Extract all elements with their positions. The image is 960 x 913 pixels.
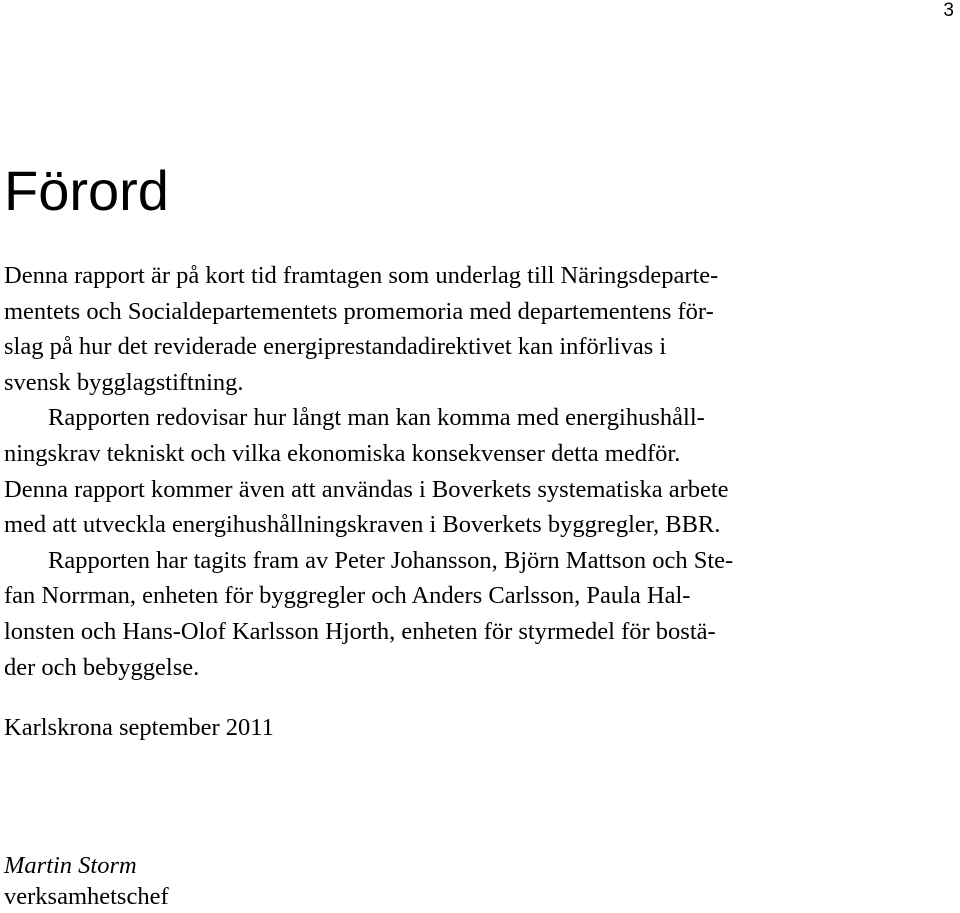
place-and-date: Karlskrona september 2011 [4, 714, 274, 741]
body-line: ningskrav tekniskt och vilka ekonomiska konsekvenser detta medför. [4, 439, 681, 467]
signer-name: Martin Storm [4, 852, 137, 879]
body-line: med att utveckla energihushållningskraven i Boverkets byggregler, BBR. [4, 511, 721, 539]
signer-title: verksamhetschef [4, 883, 169, 910]
body-line: der och bebyggelse. [4, 653, 200, 681]
foreword-body [4, 258, 954, 685]
body-line: fan Norrman, enheten för byggregler och Anders Carlsson, Paula Hal- [4, 582, 691, 610]
body-line: slag på hur det reviderade energiprestandadirektivet kan införlivas i [4, 333, 667, 361]
body-line: Rapporten redovisar hur långt man kan komma med energihushåll- [48, 404, 705, 432]
body-line: svensk bygglagstiftning. [4, 368, 244, 396]
body-line: Denna rapport kommer även att användas i Boverkets systematiska arbete [4, 475, 729, 503]
page-title: Förord [4, 159, 169, 222]
body-line: Rapporten har tagits fram av Peter Johansson, Björn Mattson och Ste- [48, 546, 734, 574]
page-number: 3 [943, 0, 954, 21]
body-line: lonsten och Hans-Olof Karlsson Hjorth, enheten för styrmedel för bostä- [4, 617, 716, 645]
signature-block [4, 850, 169, 912]
body-line: Denna rapport är på kort tid framtagen som underlag till Näringsdeparte- [4, 262, 719, 289]
body-line: mentets och Socialdepartementets promemoria med departementens för- [4, 297, 714, 325]
